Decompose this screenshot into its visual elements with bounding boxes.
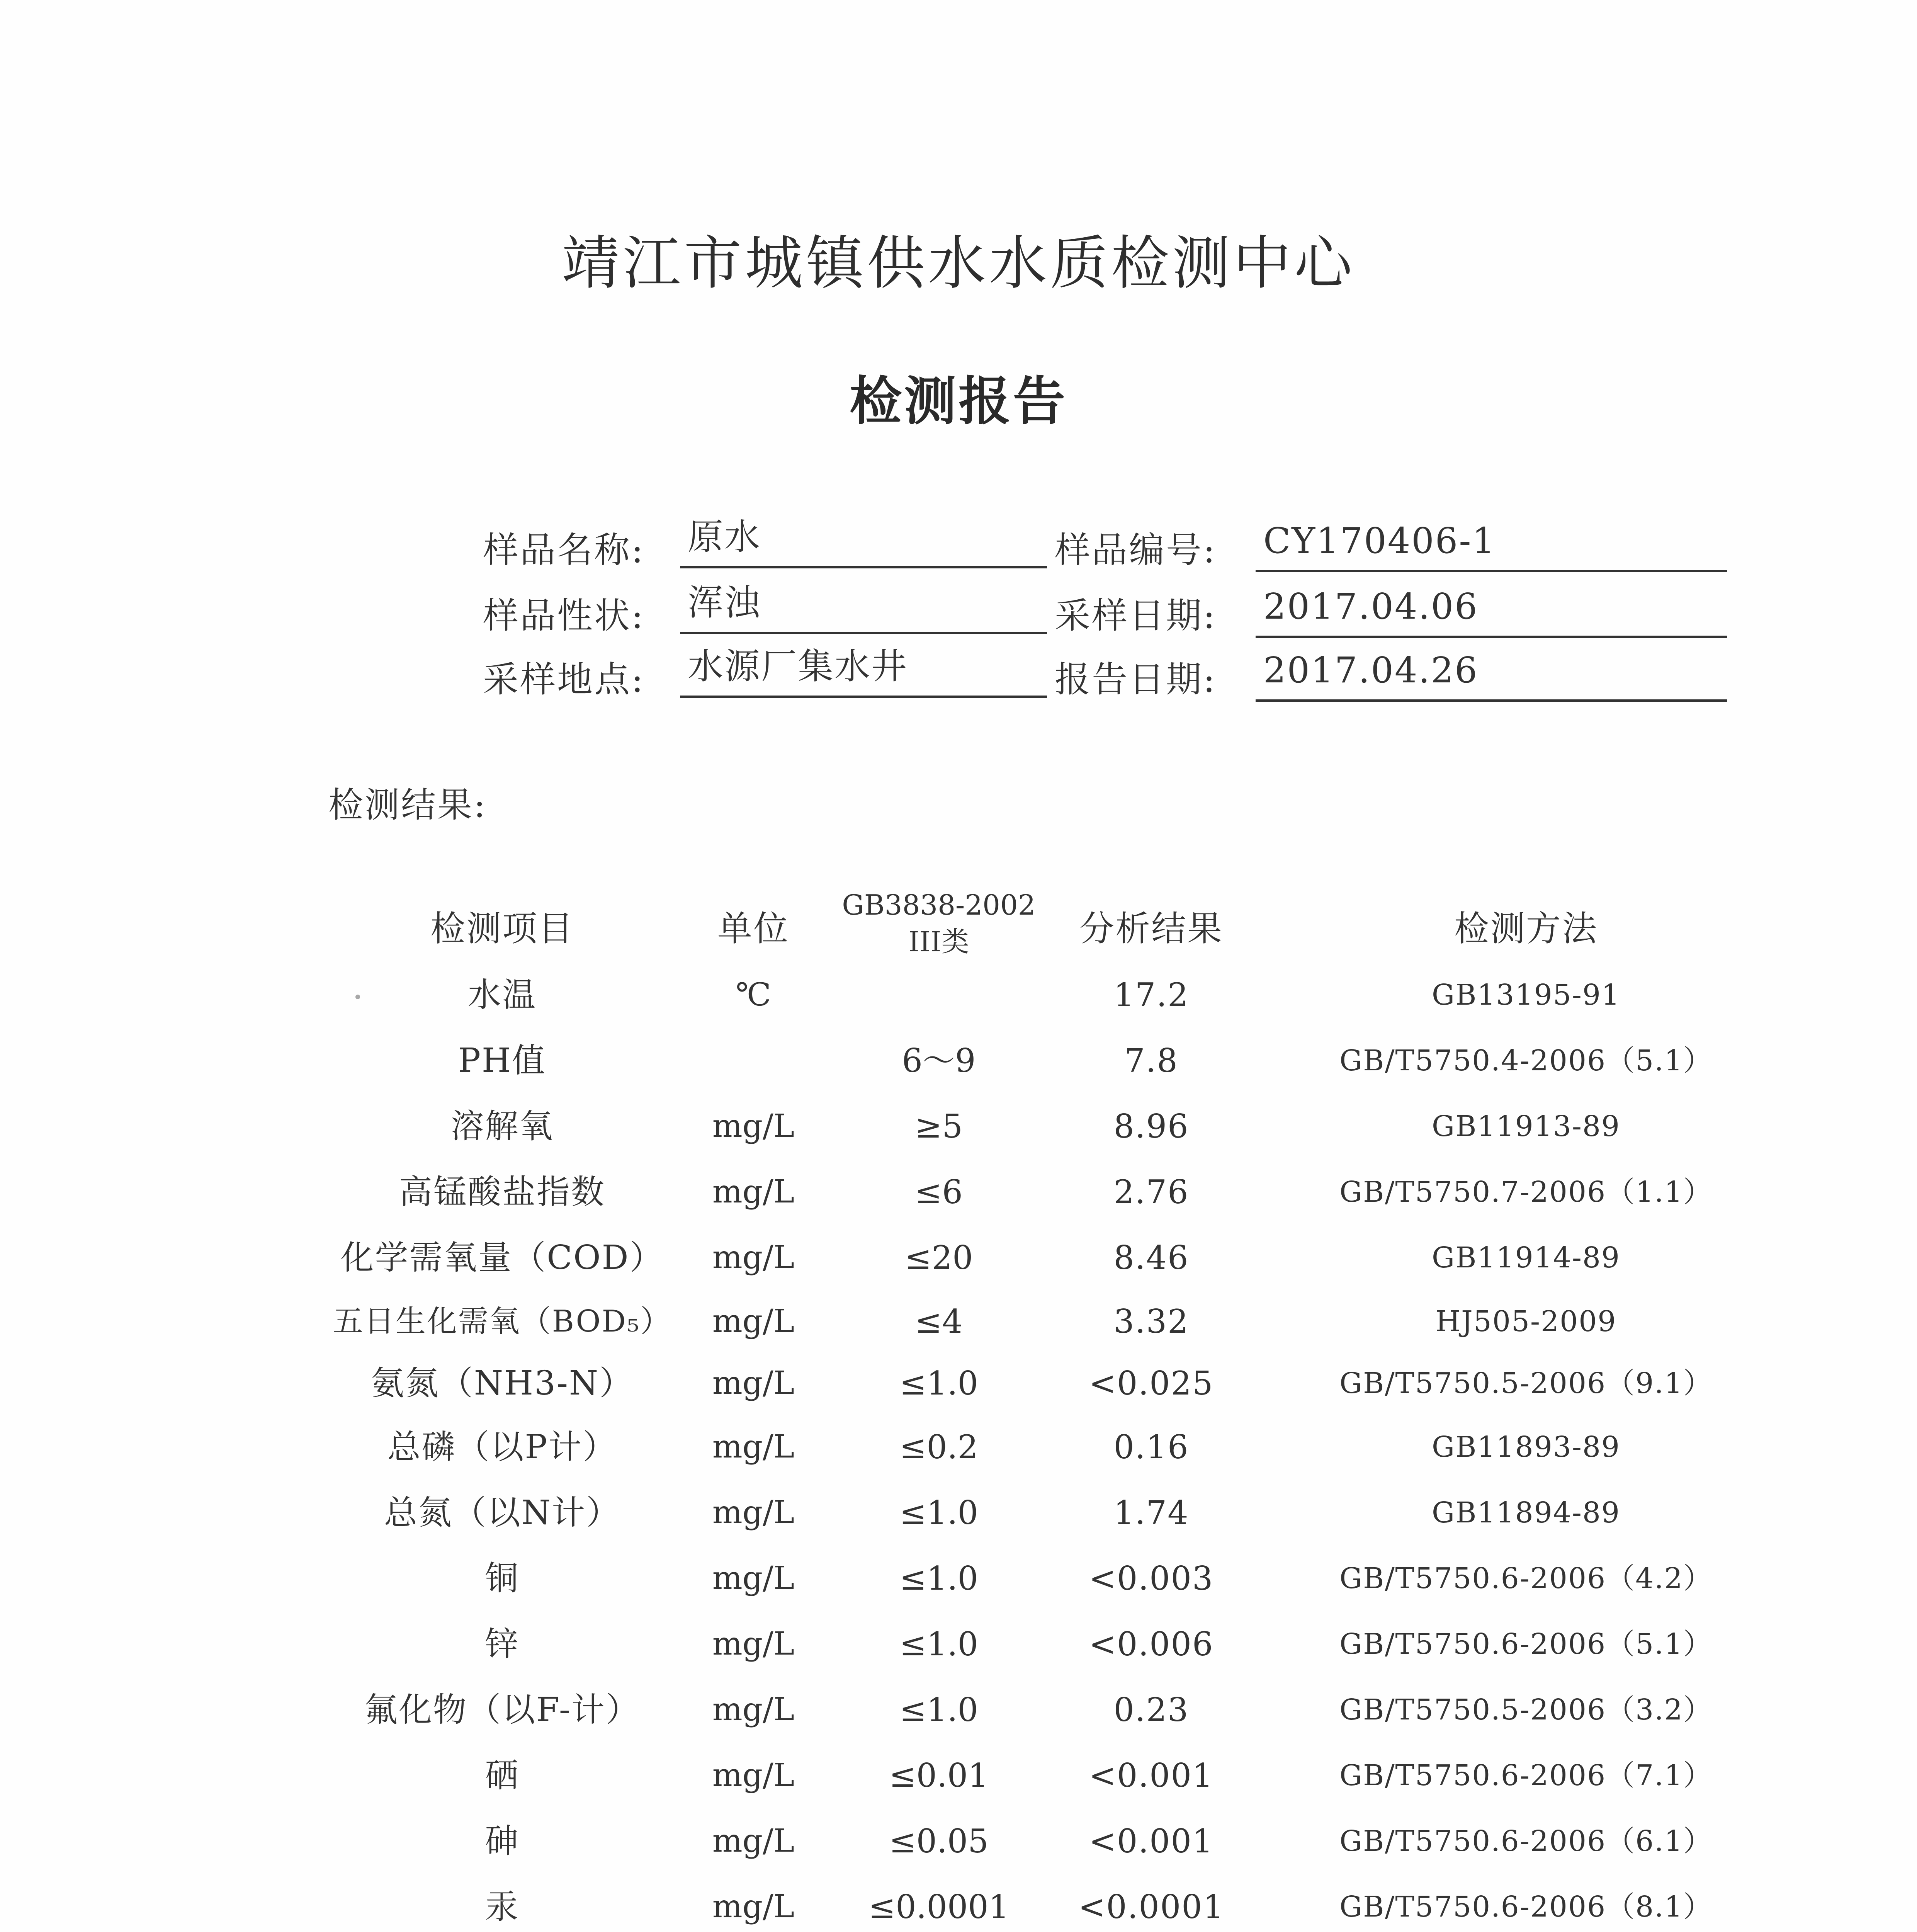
table-row [0, 1743, 1917, 1808]
sampling-date-label: 采样日期: [1055, 595, 1217, 636]
row-standard: ≤1.0 [899, 1494, 978, 1532]
sampling-location-label: 采样地点: [483, 659, 645, 700]
row-method: GB/T5750.4-2006（5.1） [1339, 1044, 1713, 1077]
row-item: 砷 [485, 1822, 520, 1861]
row-method: GB13195-91 [1431, 978, 1621, 1012]
row-method: GB11893-89 [1431, 1430, 1621, 1464]
row-result: <0.001 [1089, 1757, 1214, 1794]
column-header-method: 检测方法 [1454, 908, 1598, 949]
sample-info-row-2 [0, 583, 1917, 641]
report-date-label: 报告日期: [1055, 659, 1217, 700]
sample-property-value: 浑浊 [680, 583, 1047, 634]
row-unit: mg/L [712, 1429, 795, 1465]
sample-number-label: 样品编号: [1055, 529, 1217, 571]
row-standard: ≤4 [915, 1303, 963, 1340]
table-row [0, 1028, 1917, 1094]
row-method: GB/T5750.6-2006（8.1） [1339, 1890, 1713, 1923]
row-unit: mg/L [712, 1108, 795, 1145]
row-item: 铜 [485, 1559, 520, 1598]
column-header-standard-line1: GB3838-2002 [842, 889, 1036, 921]
row-method: GB/T5750.7-2006（1.1） [1339, 1175, 1713, 1209]
table-row [0, 962, 1917, 1028]
sample-property-label: 样品性状: [483, 595, 645, 636]
row-result: 8.96 [1113, 1107, 1189, 1145]
table-row [0, 1480, 1917, 1546]
row-result: 17.2 [1113, 976, 1189, 1014]
sample-name-value: 原水 [680, 518, 1047, 568]
row-item: 高锰酸盐指数 [399, 1173, 605, 1211]
column-header-unit: 单位 [717, 908, 789, 949]
column-header-standard-line2: III类 [908, 925, 969, 958]
row-item: 溶解氧 [450, 1107, 554, 1146]
table-row [0, 1350, 1917, 1416]
row-standard: ≤20 [904, 1239, 973, 1277]
table-row [0, 1546, 1917, 1611]
row-item: 锌 [485, 1625, 520, 1663]
sample-info-row-3 [0, 647, 1917, 705]
row-method: GB/T5750.6-2006（4.2） [1339, 1562, 1713, 1595]
row-result: <0.001 [1089, 1822, 1214, 1860]
row-result: <0.003 [1089, 1560, 1214, 1597]
row-unit: mg/L [712, 1757, 795, 1794]
row-standard: ≤0.05 [889, 1822, 989, 1860]
sample-number-value: CY170406-1 [1256, 522, 1727, 572]
row-result: <0.006 [1089, 1625, 1214, 1663]
table-row [0, 1225, 1917, 1291]
row-unit: mg/L [712, 1888, 795, 1925]
row-result: 0.16 [1113, 1428, 1189, 1466]
row-item: 总磷（以P计） [387, 1428, 617, 1466]
table-row [0, 1159, 1917, 1225]
row-method: GB11913-89 [1431, 1110, 1621, 1143]
row-standard: ≤0.0001 [868, 1888, 1009, 1926]
row-result: 0.23 [1113, 1691, 1189, 1729]
row-item: 硒 [485, 1756, 520, 1795]
row-method: GB/T5750.6-2006（5.1） [1339, 1628, 1713, 1661]
row-unit: mg/L [712, 1626, 795, 1662]
row-standard: ≤1.0 [899, 1625, 978, 1663]
row-method: GB/T5750.5-2006（9.1） [1339, 1367, 1713, 1400]
row-item: 氨氮（NH3-N） [370, 1364, 634, 1403]
row-item: 五日生化需氧（BOD₅） [333, 1304, 672, 1339]
row-standard: ≤1.0 [899, 1364, 978, 1402]
row-result: <0.0001 [1078, 1888, 1225, 1926]
row-unit: mg/L [712, 1691, 795, 1728]
row-unit: mg/L [712, 1494, 795, 1531]
row-item: 汞 [485, 1888, 520, 1926]
row-item: 总氮（以N计） [384, 1493, 621, 1532]
row-result: 1.74 [1113, 1494, 1189, 1532]
row-standard: ≥5 [915, 1107, 963, 1145]
table-row [0, 1611, 1917, 1677]
table-row [0, 1808, 1917, 1874]
row-unit: mg/L [712, 1173, 795, 1210]
row-standard: 6～9 [902, 1042, 976, 1080]
row-unit: mg/L [712, 1239, 795, 1276]
row-unit: mg/L [712, 1823, 795, 1859]
column-header-result: 分析结果 [1079, 908, 1223, 949]
table-row [0, 1414, 1917, 1480]
sample-name-label: 样品名称: [483, 529, 645, 571]
column-header-standard [834, 887, 1043, 960]
row-item: 化学需氧量（COD） [340, 1238, 664, 1277]
row-result: 2.76 [1113, 1173, 1189, 1211]
row-item: 水温 [468, 976, 537, 1014]
row-standard: ≤6 [915, 1173, 963, 1211]
row-unit: mg/L [712, 1365, 795, 1401]
row-unit: mg/L [712, 1560, 795, 1597]
report-date-value: 2017.04.26 [1256, 651, 1727, 702]
row-result: <0.025 [1089, 1364, 1214, 1402]
row-method: GB11894-89 [1431, 1496, 1621, 1529]
column-header-item: 检测项目 [430, 908, 574, 949]
row-result: 7.8 [1124, 1042, 1178, 1080]
sampling-date-value: 2017.04.06 [1256, 587, 1727, 638]
row-standard: ≤1.0 [899, 1560, 978, 1597]
report-title: 检测报告 [850, 370, 1067, 432]
row-result: 8.46 [1113, 1239, 1189, 1277]
results-section-label: 检测结果: [328, 785, 487, 825]
row-method: GB/T5750.5-2006（3.2） [1339, 1693, 1713, 1726]
sampling-location-value: 水源厂集水井 [680, 647, 1047, 698]
row-standard: ≤0.01 [889, 1757, 989, 1794]
sample-info-row-1 [0, 518, 1917, 576]
row-standard: ≤0.2 [899, 1428, 978, 1466]
table-row [0, 1094, 1917, 1159]
row-item: PH值 [458, 1041, 546, 1080]
row-unit: ℃ [736, 976, 771, 1013]
table-row [0, 1677, 1917, 1743]
row-method: GB/T5750.6-2006（7.1） [1339, 1759, 1713, 1792]
table-row [0, 1289, 1917, 1354]
row-item: 氟化物（以F-计） [364, 1690, 640, 1729]
row-method: HJ505-2009 [1435, 1305, 1617, 1338]
organization-title: 靖江市城镇供水水质检测中心 [561, 230, 1355, 297]
row-unit: mg/L [712, 1303, 795, 1340]
table-row [0, 1874, 1917, 1932]
row-method: GB/T5750.6-2006（6.1） [1339, 1825, 1713, 1858]
row-result: 3.32 [1113, 1303, 1189, 1340]
row-method: GB11914-89 [1431, 1241, 1621, 1274]
row-standard: ≤1.0 [899, 1691, 978, 1729]
